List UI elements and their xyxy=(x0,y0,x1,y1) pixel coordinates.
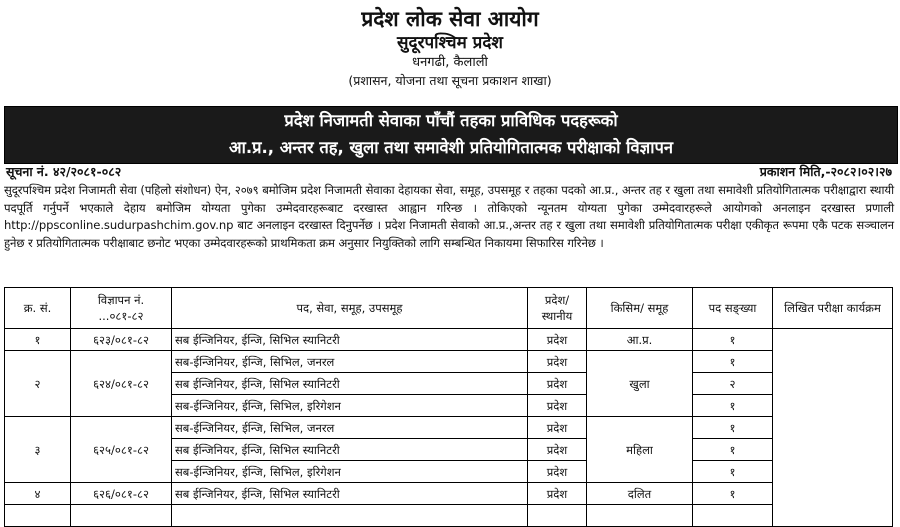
cell-adno: ६२६/०८१-८२ xyxy=(71,483,172,505)
table-row xyxy=(5,329,893,351)
table-row xyxy=(5,483,893,505)
cell-count: १ xyxy=(693,417,773,439)
publish-date: प्रकाशन मिति,-२०८२।०२।२७ xyxy=(759,164,892,179)
cell-sn: १ xyxy=(5,329,71,351)
cell-post: सब ईन्जिनियर, ईन्जि, सिभिल स्यानिटरी xyxy=(172,373,528,395)
cell-adno: ६२३/०८१-८२ xyxy=(71,329,172,351)
cell-level: प्रदेश xyxy=(528,395,587,417)
cell-count: १ xyxy=(693,439,773,461)
vacancy-table xyxy=(4,287,893,527)
cell-type: महिला xyxy=(587,417,693,483)
col-header-sn: क्र. सं. xyxy=(5,288,71,329)
cell-level: प्रदेश xyxy=(528,329,587,351)
cell-count: १ xyxy=(693,329,773,351)
banner-line-2: आ.प्र., अन्तर तह, खुला तथा समावेशी प्रतियोगितात्मक परीक्षाको विज्ञापन xyxy=(228,138,674,157)
location-text: धनगढी, कैलाली xyxy=(412,55,488,70)
cell-post: सब ईन्जिनियर, ईन्जि, सिभिल स्यानिटरी xyxy=(172,483,528,505)
cell-post: सब-ईन्जिनियर, ईन्जि, सिभिल, इरिगेशन xyxy=(172,461,528,483)
cell-level: प्रदेश xyxy=(528,351,587,373)
cell-post: सब ईन्जिनियर, ईन्जि, सिभिल स्यानिटरी xyxy=(172,329,528,351)
cell-type: आ.प्र. xyxy=(587,329,693,351)
cell-type: दलित xyxy=(587,483,693,505)
cell-level: प्रदेश xyxy=(528,461,587,483)
col-header-post: पद, सेवा, समूह, उपसमूह xyxy=(172,288,528,329)
cell-sn: ३ xyxy=(5,417,71,483)
cell-count: १ xyxy=(693,461,773,483)
col-header-type: किसिम/ समूह xyxy=(587,288,693,329)
cell-count: १ xyxy=(693,351,773,373)
cell-adno: ६२५/०८१-८२ xyxy=(71,417,172,483)
cell-level: प्रदेश xyxy=(528,373,587,395)
cell-adno: ६२४/०८१-८२ xyxy=(71,351,172,417)
cell-count: १ xyxy=(693,395,773,417)
advertisement-banner xyxy=(4,106,898,164)
cell-post: सब-ईन्जिनियर, ईन्जि, सिभिल, इरिगेशन xyxy=(172,395,528,417)
col-header-exam: लिखित परीक्षा कार्यक्रम xyxy=(773,288,893,329)
cell-level: प्रदेश xyxy=(528,417,587,439)
cell-count: २ xyxy=(693,373,773,395)
cell-post: सब-ईन्जिनियर, ईन्जि, सिभिल, जनरल xyxy=(172,351,528,373)
cell-sn: २ xyxy=(5,351,71,417)
cell-type: खुला xyxy=(587,351,693,417)
cell-count: १ xyxy=(693,483,773,505)
col-header-adno: विज्ञापन नं. ...०८१-८२ xyxy=(71,288,172,329)
org-title: प्रदेश लोक सेवा आयोग xyxy=(361,7,539,31)
table-row xyxy=(5,417,893,439)
cell-post: सब ईन्जिनियर, ईन्जि, सिभिल स्यानिटरी xyxy=(172,439,528,461)
branch-text: (प्रशासन, योजना तथा सूचना प्रकाशन शाखा) xyxy=(348,73,552,88)
table-header-row xyxy=(5,288,893,329)
cell-exam-schedule xyxy=(773,329,893,527)
cell-level: प्रदेश xyxy=(528,483,587,505)
table-row xyxy=(5,351,893,373)
reference-row xyxy=(6,163,892,181)
banner-line-1: प्रदेश निजामती सेवाका पाँचौं तहका प्राविधिक पदहरूको xyxy=(284,111,618,130)
notice-paragraph: सुदूरपश्चिम प्रदेश निजामती सेवा (पहिलो संशोधन) ऐन, २०७९ बमोजिम प्रदेश निजामती सेवाका देहायका सेवा, समूह, उपसमूह र तहका पदको आ.प्र., अन्तर तह र खुला तथा समावेशी प्रतियोगितात्मक परीक्षाद्वारा स्थायी पदपूर्ति गर्नुपर्ने भएकाले देहाय बमोजिम योग्यता पुगेका उम्मेदवारहरूबाट दरखास्त आह्वान गरिन्छ । तोकिएको न्यूनतम योग्यता पुगेका उम्मेदवारहरूले आयोगको अनलाइन दरखास्त प्रणाली http://ppsconline.sudurpashchim.gov.np बाट अनलाइन दरखास्त दिनुपर्नेछ । प्रदेश निजामती सेवाको आ.प्र.,अन्तर तह र खुला तथा समावेशी प्रतियोगितात्मक परीक्षा एकीकृत रूपमा एकै पटक सञ्चालन हुनेछ र प्रतियोगितात्मक परीक्षाबाट छनोट भएका उम्मेदवारहरूको प्राथमिकता क्रम अनुसार नियुक्तिको लागि सम्बन्धित निकायमा सिफारिस गरिनेछ । xyxy=(4,183,894,250)
cell-level: प्रदेश xyxy=(528,439,587,461)
notice-header xyxy=(0,6,900,90)
cell-sn: ४ xyxy=(5,483,71,505)
notice-number: सूचना नं. ४२/२०८१-०८२ xyxy=(6,164,122,179)
cell-post: सब-ईन्जिनियर, ईन्जि, सिभिल, जनरल xyxy=(172,417,528,439)
col-header-count: पद सङ्ख्या xyxy=(693,288,773,329)
province-title: सुदूरपश्चिम प्रदेश xyxy=(397,33,503,53)
col-header-level: प्रदेश/ स्थानीय xyxy=(528,288,587,329)
